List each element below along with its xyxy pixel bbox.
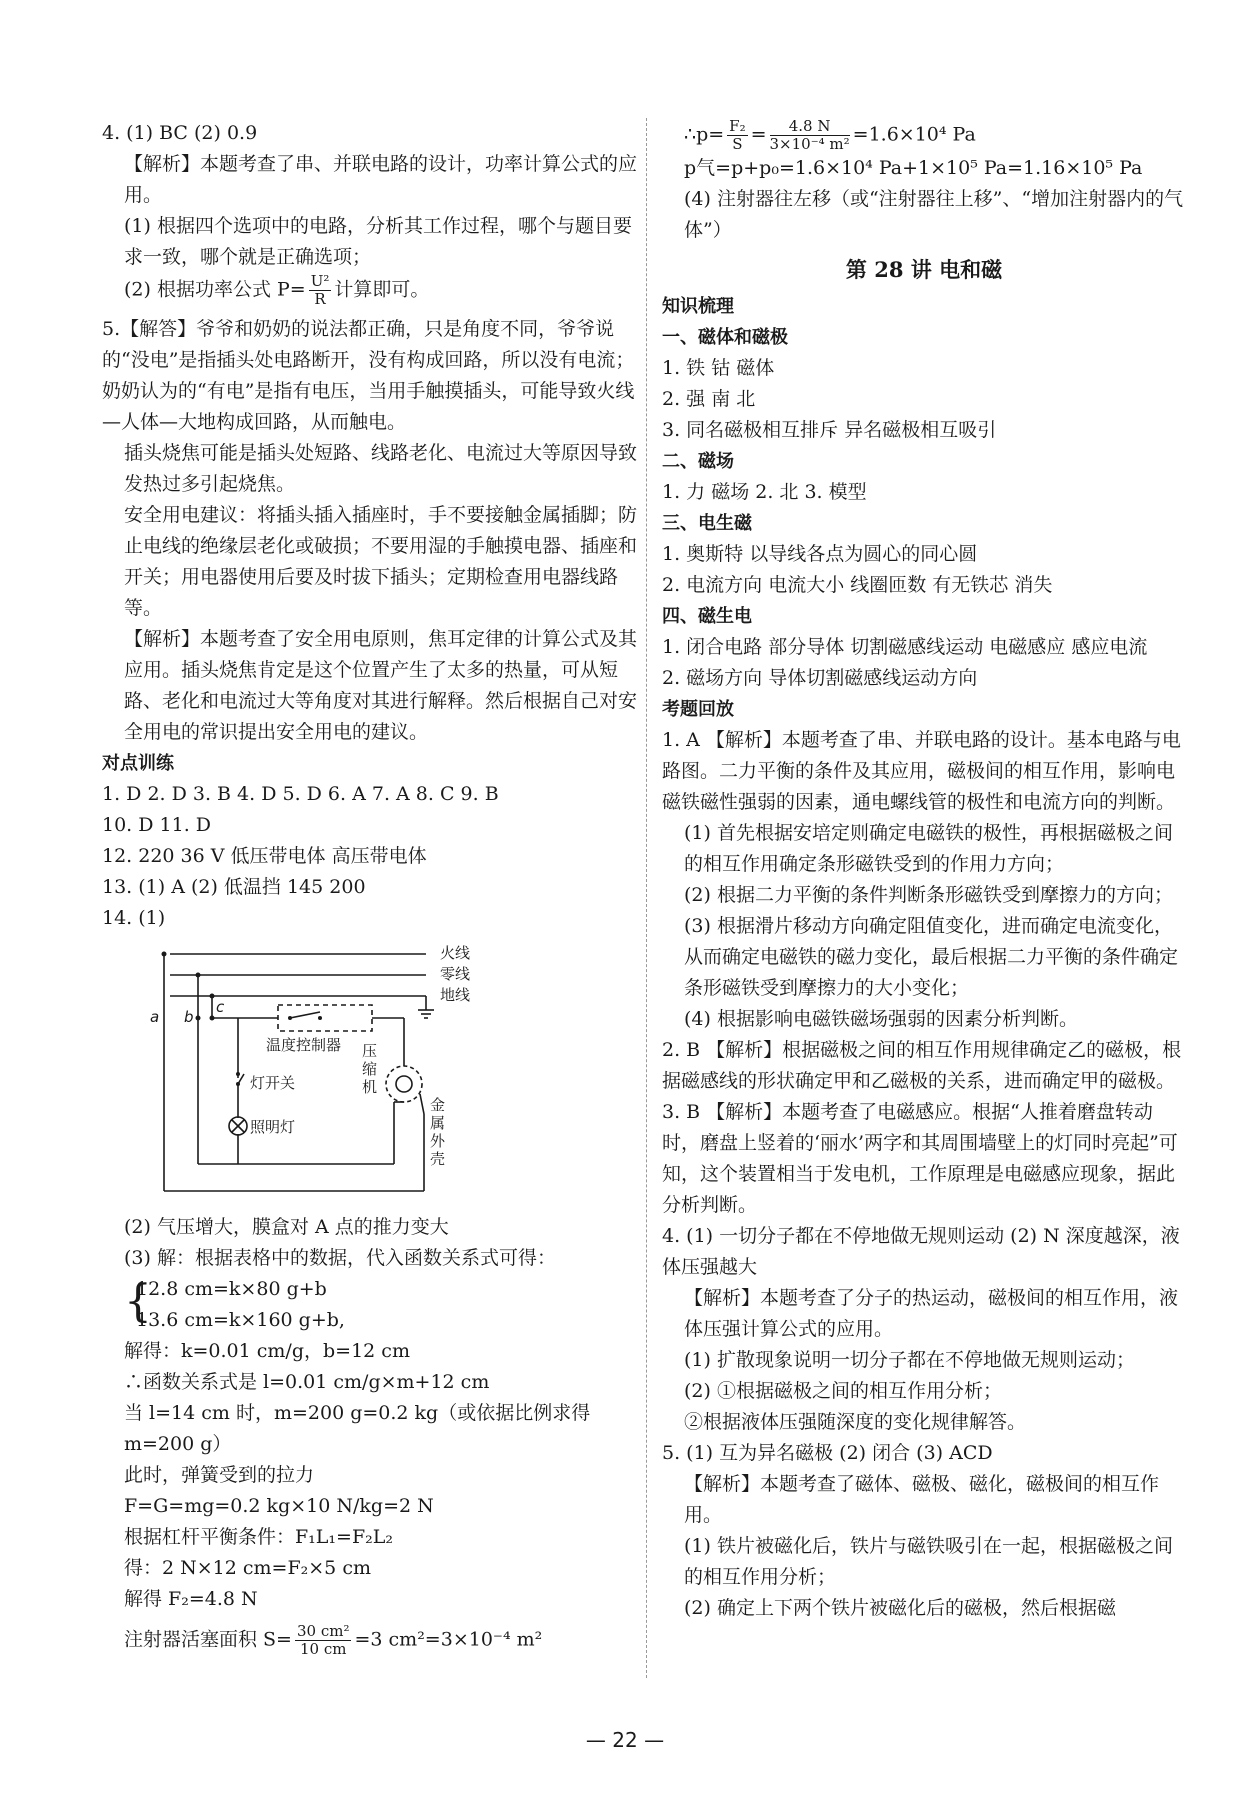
knowledge-item: 3. 同名磁极相互排斥 异名磁极相互吸引 [662, 419, 997, 441]
analysis-5: 【解析】本题考查了安全用电原则，焦耳定律的计算公式及其应用。插头烧焦肯定是这个位置产生了太多的热量，可从短路、老化和电流过大等角度对其进行解释。然后根据自己对安全用电的常识提出安全用电的建议。 [124, 628, 638, 743]
solution-line: 当 l=14 cm 时，m=200 g=0.2 kg（或依据比例求得 m=200 g） [124, 1402, 591, 1455]
knowledge-item: 2. 磁场方向 导体切割磁感线运动方向 [662, 667, 978, 689]
knowledge-item: 1. 奥斯特 以导线各点为圆心的同心圆 [662, 543, 978, 565]
solution-line: 此时，弹簧受到的拉力 [124, 1464, 315, 1486]
compressor-motor-icon [396, 1076, 412, 1092]
drill-answers-1: 1. D 2. D 3. B 4. D 5. D 6. A 7. A 8. C 9. B [102, 783, 499, 805]
thermostat-label: 温度控制器 [266, 1036, 342, 1054]
lecture-title: 第 28 讲 电和磁 [845, 257, 1003, 282]
light-switch-label: 灯开关 [250, 1074, 296, 1092]
junction-c-branch [210, 1016, 215, 1021]
review-step: (1) 扩散现象说明一切分子都在不停地做无规则运动； [684, 1349, 1135, 1371]
section-title-review: 考题回放 [662, 699, 734, 720]
switch-contact [288, 1016, 292, 1020]
knowledge-item: 2. 电流方向 电流大小 线圈匝数 有无铁芯 消失 [662, 574, 1053, 596]
review-step: (4) 根据影响电磁铁磁场强弱的因素分析判断。 [684, 1008, 1078, 1030]
section-title-drill: 对点训练 [102, 753, 174, 774]
solution-line: ∴函数关系式是 l=0.01 cm/g×m+12 cm [124, 1371, 490, 1393]
compressor-label-3: 机 [362, 1078, 378, 1096]
section-title-knowledge: 知识梳理 [662, 296, 734, 317]
equals-sign: = [750, 123, 767, 146]
live-wire-label: 火线 [440, 944, 471, 962]
review-answer-3: 3. B 【解析】本题考查了电磁感应。根据“人推着磨盘转动时，磨盘上竖着的‘丽水’两字和其周围墙壁上的灯同时亮起”可知，这个装置相当于发电机，工作原理是电磁感应现象，据此分析判断。 [662, 1101, 1178, 1216]
answer-5-cause: 插头烧焦可能是插头处短路、线路老化、电流过大等原因导致发热过多引起烧焦。 [124, 442, 638, 495]
column-divider [646, 118, 647, 1678]
drill-answers-3: 12. 220 36 V 低压带电体 高压带电体 [102, 845, 427, 867]
drill-answers-5: 14. (1) [102, 907, 166, 929]
junction-a [162, 952, 167, 957]
shell-label-3: 外 [430, 1132, 446, 1150]
review-step: (1) 铁片被磁化后，铁片与磁铁吸引在一起，根据磁极之间的相互作用分析； [684, 1535, 1173, 1588]
label-a: a [150, 1008, 160, 1026]
knowledge-item: 1. 闭合电路 部分导体 切割磁感线运动 电磁感应 感应电流 [662, 636, 1148, 658]
shell-label-1: 金 [430, 1096, 446, 1114]
power-fraction [309, 273, 332, 308]
knowledge-item: 2. 强 南 北 [662, 388, 756, 410]
area-fraction [295, 1623, 352, 1658]
fraction-denominator: R [314, 290, 326, 308]
shell-label-2: 属 [430, 1114, 446, 1132]
pressure-result: =1.6×10⁴ Pa [852, 123, 976, 146]
compressor-housing [386, 1066, 422, 1102]
analysis-4: 【解析】本题考查了串、并联电路的设计，功率计算公式的应用。 [124, 153, 638, 206]
switch-contact [236, 1072, 240, 1076]
review-answer-4: 4. (1) 一切分子都在不停地做无规则运动 (2) N 深度越深，液体压强越大 [662, 1225, 1180, 1278]
right-column [662, 118, 1186, 1624]
review-step: 【解析】本题考查了磁体、磁极、磁化，磁极间的相互作用。 [684, 1473, 1160, 1526]
equation-2: 13.6 cm=k×160 g+b, [136, 1309, 345, 1331]
lamp-label: 照明灯 [250, 1118, 296, 1136]
drill-answers-2: 10. D 11. D [102, 814, 212, 836]
knowledge-item: 1. 力 磁场 2. 北 3. 模型 [662, 481, 867, 503]
answer-5: 5.【解答】爷爷和奶奶的说法都正确，只是角度不同，爷爷说的“没电”是指插头处电路断开，没有构成回路，所以没有电流；奶奶认为的“有电”是指有电压，当用手触摸插头，可能导致火线—人体—大地构成回路，从而触电。 [102, 318, 635, 433]
fridge-circuit-diagram [150, 938, 510, 1206]
pressure-prefix: ∴p= [684, 123, 725, 146]
answer-4: 4. (1) BC (2) 0.9 [102, 122, 258, 144]
pressure-fraction-2 [770, 118, 850, 153]
compressor-label-1: 压 [362, 1042, 378, 1060]
fraction-numerator: F₂ [729, 117, 746, 135]
solution-line: F=G=mg=0.2 kg×10 N/kg=2 N [124, 1495, 434, 1517]
label-b: b [184, 1008, 194, 1026]
solution-line: 得：2 N×12 cm=F₂×5 cm [124, 1557, 371, 1579]
label-c: c [216, 998, 225, 1016]
fraction-denominator: 10 cm [299, 1640, 347, 1658]
review-step: ②根据液体压强随深度的变化规律解答。 [684, 1411, 1027, 1433]
pressure-fraction-1 [727, 118, 747, 153]
answer-14-3: (3) 解：根据表格中的数据，代入函数关系式可得： [124, 1247, 556, 1269]
area-prefix: 注射器活塞面积 S= [124, 1628, 292, 1651]
answer-14-2: (2) 气压增大，膜盒对 A 点的推力变大 [124, 1216, 449, 1238]
junction-c [210, 994, 215, 999]
fraction-numerator: 30 cm² [296, 1622, 350, 1640]
answer-5-advice: 安全用电建议：将插头插入插座时，手不要接触金属插脚；防止电线的绝缘层老化或破损；不要用湿的手触摸电器、插座和开关；用电器使用后要及时拔下插头；定期检查用电器线路等。 [124, 504, 638, 619]
subsection-title: 二、磁场 [662, 451, 734, 472]
review-step: 【解析】本题考查了分子的热运动，磁极间的相互作用，液体压强计算公式的应用。 [684, 1287, 1179, 1340]
gas-pressure-line: p气=p+p₀=1.6×10⁴ Pa+1×10⁵ Pa=1.16×10⁵ Pa [684, 157, 1143, 179]
subsection-title: 四、磁生电 [662, 606, 752, 627]
subsection-title: 一、磁体和磁极 [662, 327, 788, 348]
junction-b-branch [196, 1016, 201, 1021]
shell-label-4: 壳 [430, 1150, 446, 1168]
solution-line: 根据杠杆平衡条件：F₁L₁=F₂L₂ [124, 1526, 393, 1548]
solution-line: 解得 F₂=4.8 N [124, 1588, 258, 1610]
pressure-line [662, 118, 1186, 153]
review-answer-1: 1. A 【解析】本题考查了串、并联电路的设计。基本电路与电路图。二力平衡的条件及其应用，磁极间的相互作用，影响电磁铁磁性强弱的因素，通电螺线管的极性和电流方向的判断。 [662, 729, 1181, 813]
equation-1: { 12.8 cm=k×80 g+b [136, 1278, 327, 1300]
drill-answers-4: 13. (1) A (2) 低温挡 145 200 [102, 876, 366, 898]
switch-contact [318, 1016, 322, 1020]
fraction-denominator: 3×10⁻⁴ m² [769, 135, 850, 153]
left-column [102, 118, 640, 1658]
review-step: (2) ①根据磁极之间的相互作用分析； [684, 1380, 1002, 1402]
review-step: (1) 首先根据安培定则确定电磁铁的极性，再根据磁极之间的相互作用确定条形磁铁受到的作用力方向； [684, 822, 1173, 875]
review-answer-5: 5. (1) 互为异名磁极 (2) 闭合 (3) ACD [662, 1442, 993, 1464]
knowledge-item: 1. 铁 钴 磁体 [662, 357, 775, 379]
answer-14-4: (4) 注射器往左移（或“注射器往上移”、“增加注射器内的气体”） [684, 188, 1184, 241]
review-step: (3) 根据滑片移动方向确定阻值变化，进而确定电流变化，从而确定电磁铁的磁力变化，最后根据二力平衡的条件确定条形磁铁受到摩擦力的大小变化； [684, 915, 1179, 999]
compressor-label-2: 缩 [362, 1060, 378, 1078]
analysis-4-step2 [102, 273, 640, 308]
analysis-4-step1: (1) 根据四个选项中的电路，分析其工作过程，哪个与题目要求一致，哪个就是正确选项； [124, 215, 632, 268]
ground-wire-label: 地线 [440, 986, 471, 1004]
fraction-numerator: 4.8 N [770, 118, 850, 136]
formula-suffix: 计算即可。 [334, 278, 430, 301]
equation-system [102, 1274, 640, 1336]
neutral-wire-label: 零线 [440, 965, 471, 983]
page-number: — 22 — [0, 1728, 1250, 1752]
thermostat-switch [290, 1012, 320, 1018]
fraction-numerator: U² [310, 272, 330, 290]
switch-contact [236, 1082, 240, 1086]
subsection-title: 三、电生磁 [662, 513, 752, 534]
area-suffix: =3 cm²=3×10⁻⁴ m² [354, 1628, 543, 1651]
junction-b [196, 973, 201, 978]
fraction-denominator: S [732, 135, 743, 153]
review-step: (2) 根据二力平衡的条件判断条形磁铁受到摩擦力的方向； [684, 884, 1173, 906]
solution-line: 解得：k=0.01 cm/g，b=12 cm [124, 1340, 410, 1362]
piston-area-line [102, 1623, 640, 1658]
review-answer-2: 2. B 【解析】根据磁极之间的相互作用规律确定乙的磁极，根据磁感线的形状确定甲和乙磁极的关系，进而确定甲的磁极。 [662, 1039, 1182, 1092]
review-step: (2) 确定上下两个铁片被磁化后的磁极，然后根据磁 [684, 1597, 1116, 1619]
formula-prefix: (2) 根据功率公式 P= [124, 278, 306, 301]
